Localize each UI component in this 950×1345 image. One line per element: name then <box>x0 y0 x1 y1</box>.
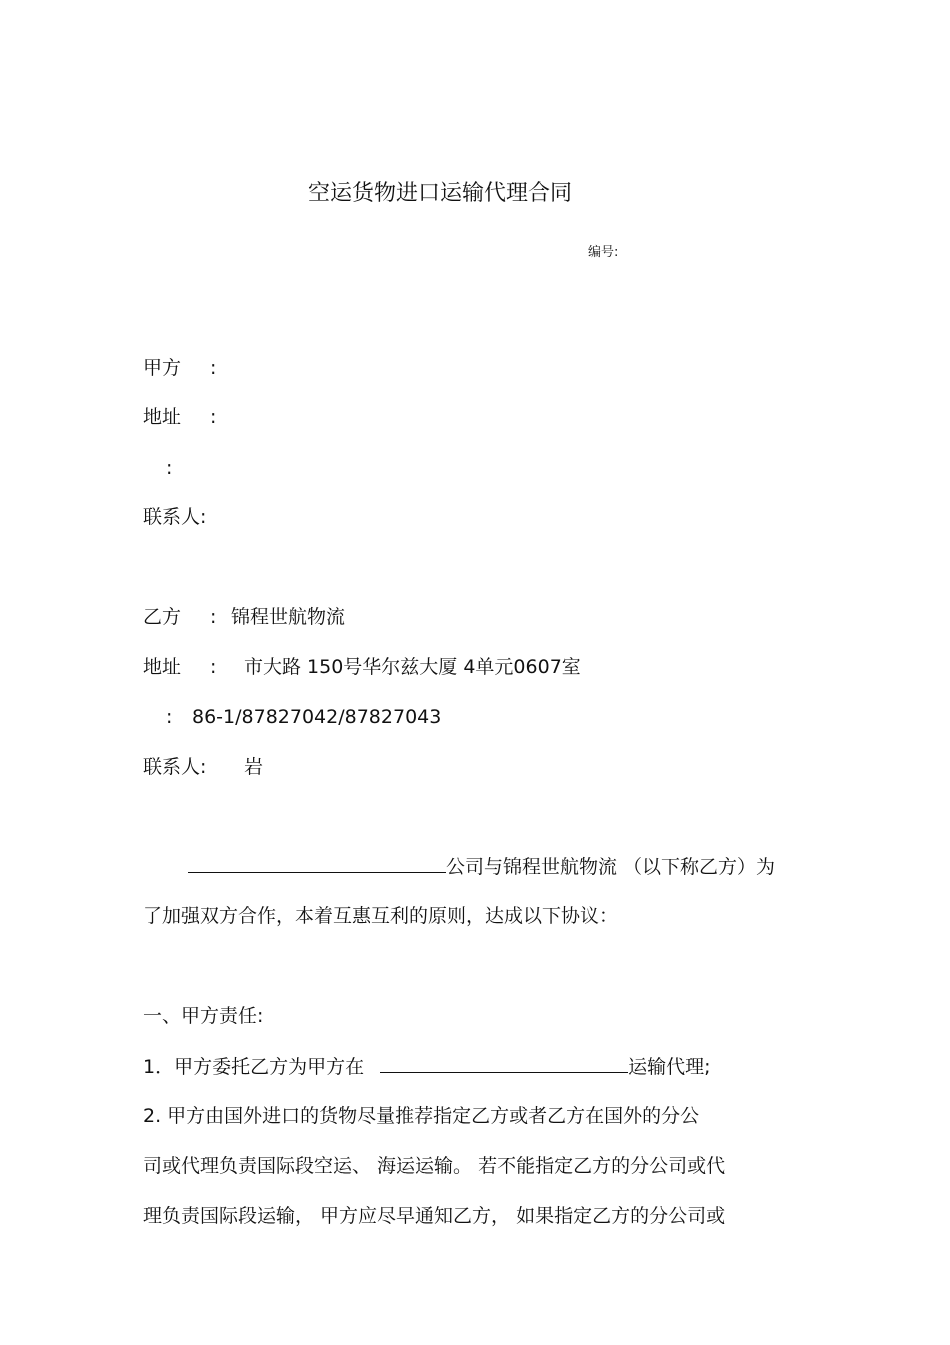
party-a-contact-label: 联系人: <box>143 506 207 528</box>
party-b-address-label: 地址 <box>143 656 182 678</box>
party-a-company-blank[interactable] <box>188 854 446 873</box>
party-b-contact-label: 联系人: <box>143 756 207 778</box>
party-b-name: 锦程世航物流 <box>231 606 346 628</box>
section-1-item-2-line-3: 理负责国际段运输， 甲方应尽早通知乙方， 如果指定乙方的分公司或 <box>143 1205 726 1227</box>
intro-line-1-text: 公司与锦程世航物流 （以下称乙方）为 <box>446 856 776 878</box>
contract-number-label: 编号: <box>588 245 619 260</box>
section-1-item-2-line-2: 司或代理负责国际段空运、 海运运输。 若不能指定乙方的分公司或代 <box>143 1155 726 1177</box>
section-1-item-1 <box>143 1054 711 1079</box>
party-b-address: 市大路 150号华尔兹大厦 4单元0607室 <box>244 656 581 678</box>
party-a-colon: : <box>210 357 217 379</box>
party-b-address-colon: : <box>210 656 217 678</box>
party-b-phone: 86-1/87827042/87827043 <box>192 706 442 728</box>
party-b-colon: : <box>210 606 217 628</box>
document-title: 空运货物进口运输代理合同 <box>308 181 573 206</box>
party-a-address-colon: : <box>210 406 217 428</box>
intro-line-1 <box>188 854 775 879</box>
party-a-address-label: 地址 <box>143 406 182 428</box>
party-b-phone-colon: : <box>166 706 173 728</box>
item-1-prefix: 1．甲方委托乙方为甲方在 <box>143 1056 365 1078</box>
party-a-label: 甲方 <box>143 357 182 379</box>
party-b-contact: 岩 <box>244 756 264 778</box>
intro-line-2: 了加强双方合作，本着互惠互利的原则，达成以下协议： <box>143 905 619 927</box>
party-a-phone-colon: : <box>166 457 173 479</box>
party-b-label: 乙方 <box>143 606 182 628</box>
section-1-heading: 一、甲方责任: <box>143 1005 264 1027</box>
section-1-item-2-line-1: 2. 甲方由国外进口的货物尽量推荐指定乙方或者乙方在国外的分公 <box>143 1105 700 1127</box>
location-blank[interactable] <box>380 1054 628 1073</box>
item-1-suffix: 运输代理; <box>628 1056 711 1078</box>
